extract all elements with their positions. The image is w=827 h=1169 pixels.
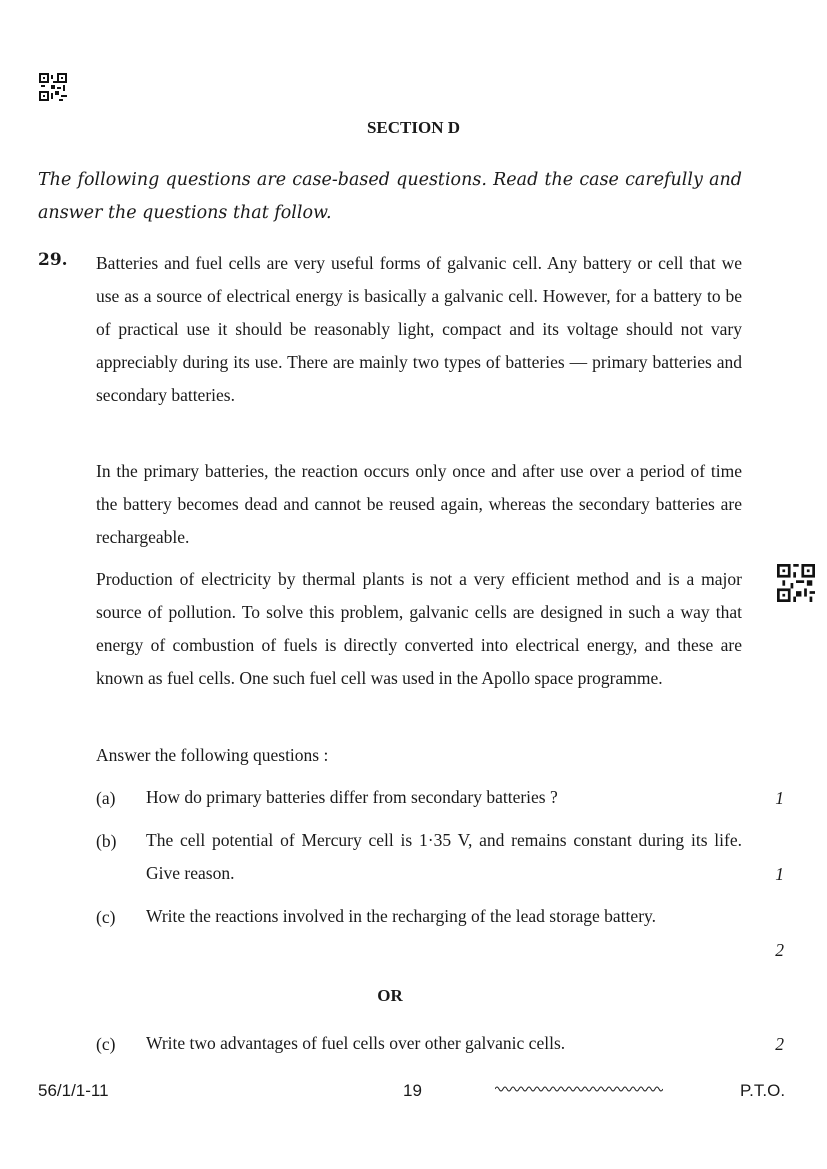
subquestion-text: The cell potential of Mercury cell is 1·35 V, and remains constant during its life. Give reason. bbox=[146, 830, 742, 883]
paper-code: 56/1/1-11 bbox=[38, 1081, 109, 1100]
marks-value: 1 bbox=[775, 788, 784, 808]
subquestion-text: How do primary batteries differ from secondary batteries ? bbox=[146, 787, 558, 807]
case-paragraph bbox=[96, 563, 742, 695]
marks-value: 2 bbox=[775, 940, 784, 960]
case-paragraph-1: Batteries and fuel cells are very useful forms of galvanic cell. Any battery or cell that we use as a source of electrical energy is basically a galvanic cell. However, for a battery to be of practical use it should be reasonably light, compact and its voltage should not vary appreciably during its use. There are mainly two types of batteries — primary batteries and secondary batteries. bbox=[96, 253, 742, 405]
pto-label: P.T.O. bbox=[740, 1081, 786, 1100]
subquestion-text: Write two advantages of fuel cells over other galvanic cells. bbox=[146, 1033, 566, 1053]
subquestion-label: (b) bbox=[96, 831, 117, 851]
subquestion-label: (c) bbox=[96, 907, 116, 927]
subquestion-label: (c) bbox=[96, 1034, 116, 1054]
answer-prompt: Answer the following questions : bbox=[96, 745, 329, 765]
security-wave-icon bbox=[495, 1084, 663, 1094]
marks-value: 1 bbox=[775, 864, 784, 884]
qr-code-icon bbox=[39, 73, 67, 101]
subquestion-label: (a) bbox=[96, 788, 116, 808]
case-paragraph bbox=[96, 455, 742, 554]
case-paragraph-3: Production of electricity by thermal plants is not a very efficient method and is a major source of pollution. To solve this problem, galvanic cells are designed in such a way that energy of combustion of fuels is directly converted into electrical energy, and these are known as fuel cells. One such fuel cell was used in the Apollo space programme. bbox=[96, 569, 742, 688]
or-separator: OR bbox=[377, 986, 403, 1005]
case-paragraph-2: In the primary batteries, the reaction occurs only once and after use over a period of time the battery becomes dead and cannot be reused again, whereas the secondary batteries are rechargeable. bbox=[96, 461, 742, 547]
case-paragraph bbox=[96, 247, 742, 412]
subquestion-text: Write the reactions involved in the recharging of the lead storage battery. bbox=[146, 906, 657, 926]
question-number: 29. bbox=[38, 250, 68, 270]
qr-code-icon bbox=[777, 564, 815, 602]
marks-value: 2 bbox=[775, 1034, 784, 1054]
instructions-text: The following questions are case-based questions. Read the case carefully and answer the questions that follow. bbox=[38, 170, 742, 223]
page-number: 19 bbox=[403, 1081, 422, 1100]
section-title: SECTION D bbox=[366, 118, 461, 137]
